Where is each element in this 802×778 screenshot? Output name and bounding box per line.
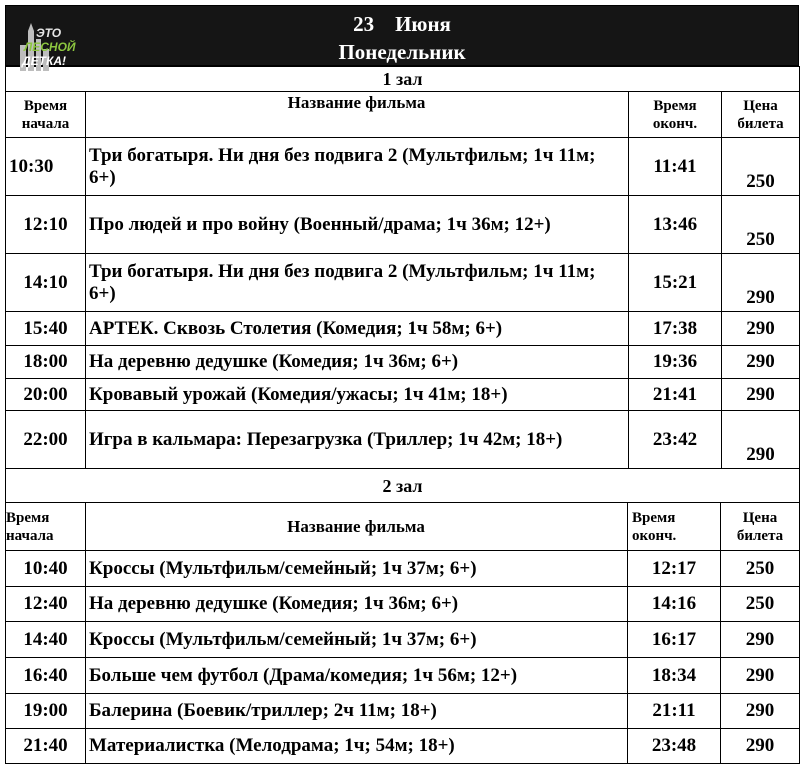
start-time: 12:10	[6, 196, 86, 254]
end-time: 21:11	[628, 694, 721, 729]
hall1-header-row	[6, 92, 800, 138]
table-row	[6, 346, 800, 379]
film-title: Материалистка (Мелодрама; 1ч; 54м; 18+)	[86, 729, 628, 764]
film-title: На деревню дедушке (Комедия; 1ч 36м; 6+)	[86, 587, 628, 622]
hall2-header-row	[6, 503, 800, 551]
ticket-price: 290	[721, 729, 800, 764]
column-header-title: Название фильма	[86, 503, 628, 551]
column-header-end: Время оконч.	[628, 503, 721, 551]
hall2-label-row	[6, 469, 800, 503]
ticket-price: 290	[722, 254, 800, 312]
table-row	[6, 379, 800, 411]
end-time: 21:41	[629, 379, 722, 411]
schedule-sheet	[5, 5, 799, 764]
table-row	[6, 622, 800, 658]
table-row	[6, 138, 800, 196]
end-time: 15:21	[629, 254, 722, 312]
table-row	[6, 196, 800, 254]
ticket-price: 250	[722, 138, 800, 196]
table-row	[6, 694, 800, 729]
start-time: 14:10	[6, 254, 86, 312]
start-time: 14:40	[6, 622, 86, 658]
start-time: 10:40	[6, 551, 86, 587]
film-title: АРТЕК. Сквозь Столетия (Комедия; 1ч 58м; 6+)	[86, 312, 629, 346]
start-time: 15:40	[6, 312, 86, 346]
end-time: 19:36	[629, 346, 722, 379]
start-time: 22:00	[6, 411, 86, 469]
hall2-table	[5, 468, 800, 764]
hall1-table	[5, 66, 800, 469]
column-header-start: Время начала	[6, 503, 86, 551]
film-title: Три богатыря. Ни дня без подвига 2 (Мультфильм; 1ч 11м; 6+)	[86, 254, 629, 312]
start-time: 10:30	[6, 138, 86, 196]
end-time: 23:48	[628, 729, 721, 764]
column-header-end: Время оконч.	[629, 92, 722, 138]
film-title: Три богатыря. Ни дня без подвига 2 (Мультфильм; 1ч 11м; 6+)	[86, 138, 629, 196]
film-title: Кровавый урожай (Комедия/ужасы; 1ч 41м; 18+)	[86, 379, 629, 411]
start-time: 16:40	[6, 658, 86, 694]
ticket-price: 290	[722, 379, 800, 411]
table-row	[6, 254, 800, 312]
end-time: 12:17	[628, 551, 721, 587]
film-title: Игра в кальмара: Перезагрузка (Триллер; 1ч 42м; 18+)	[86, 411, 629, 469]
ticket-price: 250	[721, 587, 800, 622]
logo-word-3: ДЕТКА!	[22, 54, 67, 68]
table-row	[6, 729, 800, 764]
schedule-header	[5, 5, 799, 66]
film-title: Больше чем футбол (Драма/комедия; 1ч 56м; 12+)	[86, 658, 628, 694]
ticket-price: 290	[722, 411, 800, 469]
date-title: 23 Июня	[353, 12, 451, 36]
film-title: Балерина (Боевик/триллер; 2ч 11м; 18+)	[86, 694, 628, 729]
ticket-price: 290	[721, 622, 800, 658]
logo-word-2: ЛЕСНОЙ	[24, 40, 76, 54]
film-title: Кроссы (Мультфильм/семейный; 1ч 37м; 6+)	[86, 551, 628, 587]
end-time: 13:46	[629, 196, 722, 254]
end-time: 17:38	[629, 312, 722, 346]
ticket-price: 290	[722, 312, 800, 346]
film-title: Кроссы (Мультфильм/семейный; 1ч 37м; 6+)	[86, 622, 628, 658]
column-header-price: Цена билета	[722, 92, 800, 138]
film-title: На деревню дедушке (Комедия; 1ч 36м; 6+)	[86, 346, 629, 379]
weekday-title: Понедельник	[338, 40, 466, 64]
hall1-label: 1 зал	[6, 67, 800, 92]
table-row	[6, 411, 800, 469]
ticket-price: 290	[721, 694, 800, 729]
start-time: 21:40	[6, 729, 86, 764]
ticket-price: 250	[722, 196, 800, 254]
end-time: 23:42	[629, 411, 722, 469]
end-time: 18:34	[628, 658, 721, 694]
hall2-label: 2 зал	[6, 469, 800, 503]
logo-word-1: ЭТО	[36, 26, 62, 40]
start-time: 20:00	[6, 379, 86, 411]
start-time: 12:40	[6, 587, 86, 622]
hall1-label-row	[6, 67, 800, 92]
film-title: Про людей и про войну (Военный/драма; 1ч 36м; 12+)	[86, 196, 629, 254]
end-time: 16:17	[628, 622, 721, 658]
end-time: 11:41	[629, 138, 722, 196]
table-row	[6, 658, 800, 694]
ticket-price: 290	[722, 346, 800, 379]
table-row	[6, 587, 800, 622]
end-time: 14:16	[628, 587, 721, 622]
ticket-price: 290	[721, 658, 800, 694]
table-row	[6, 551, 800, 587]
start-time: 19:00	[6, 694, 86, 729]
column-header-start: Время начала	[6, 92, 86, 138]
start-time: 18:00	[6, 346, 86, 379]
watermark-logo	[14, 17, 86, 83]
column-header-title: Название фильма	[86, 92, 629, 138]
table-row	[6, 312, 800, 346]
ticket-price: 250	[721, 551, 800, 587]
column-header-price: Цена билета	[721, 503, 800, 551]
